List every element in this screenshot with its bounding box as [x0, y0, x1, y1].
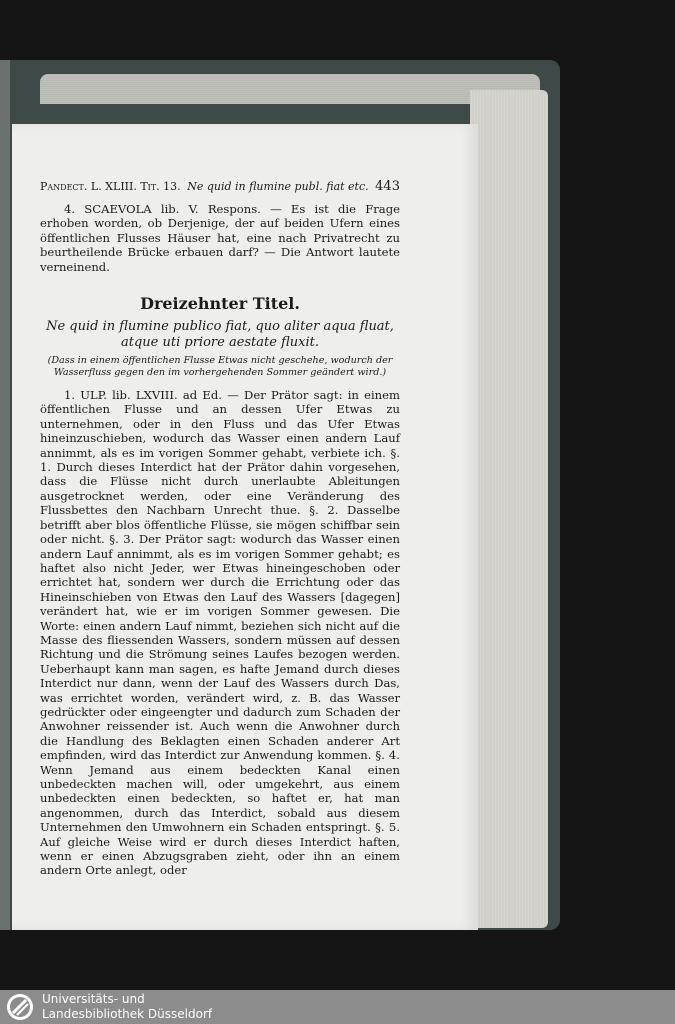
section-title: Dreizehnter Titel. — [140, 294, 300, 314]
running-header — [40, 180, 400, 194]
intro-paragraph: 4. SCAEVOLA lib. V. Respons. — Es ist die Frage erhoben worden, ob Derjenige, der auf beiden Ufern eines öffentlichen Flusses Häuser hat, eine nach Privatrecht zu beurtheilende Brücke erbauen darf? — Die Antwort lautete verneinend. — [40, 202, 400, 274]
main-paragraph: 1. ULP. lib. LXVIII. ad Ed. — Der Prätor sagt: in einem öffentlichen Flusse und an dessen Ufer Etwas zu unternehmen, oder in den Fluss und das Ufer Etwas hineinzuschieben, wodurch das Wasser einen andern Lauf annimmt, als es im vorigen Sommer gehabt, verbiete ich. §. 1. Durch dieses Interdict hat der Prätor dahin vorgesehen, dass die Flüsse nicht durch unerlaubte Ableitungen ausgetrocknet werden, oder eine Veränderung des Flussbettes den Nachbarn Unrecht thue. §. 2. Dasselbe betrifft aber blos öffentliche Flüsse, sie mögen schiffbar sein oder nicht. §. 3. Der Prätor sagt: wodurch das Wasser einen andern Lauf annimmt, als es im vorigen Sommer gehabt; es haftet also nicht Jeder, wer Etwas hineingeschoben oder errichtet hat, sondern wer durch die Errichtung oder das Hineinschieben von Etwas den Lauf des Wassers [dagegen] verändert hat, wie er im vorigen Sommer gewesen. Die Worte: einen andern Lauf nimmt, beziehen sich nicht auf die Masse des fliessenden Wassers, sondern müssen auf dessen Richtung und die Strömung seines Laufes bezogen werden. Ueberhaupt kann man sagen, es hafte Jemand durch dieses Interdict nur dann, wenn der Lauf des Wassers durch Das, was errichtet worden, verändert wird, z. B. das Wasser gedrückter oder eingeengter und dadurch zum Schaden der Anwohner reissender ist. Auch wenn die Anwohner durch die Handlung des Beklagten einen Schaden anderer Art empfinden, wird das Interdict zur Anwendung kommen. §. 4. Wenn Jemand aus einem bedeckten Kanal einen unbedeckten machen will, oder umgekehrt, aus einem unbedeckten einen bedeckten, so haftet er, hat man angenommen, durch das Interdict, sobald aus diesem Unternehmen den Umwohnern ein Schaden entspringt. §. 5. Auf gleiche Weise wird er durch dieses Interdict haften, wenn er einen Abzugsgraben zieht, oder ihn an einem andern Orte anlegt, oder — [40, 388, 400, 878]
header-title: Ne quid in flumine publ. fiat etc. — [187, 180, 369, 193]
page-stack-edges — [470, 90, 548, 928]
library-line-2: Landesbibliothek Düsseldorf — [42, 1007, 213, 1021]
page-number: 443 — [375, 179, 400, 194]
book-page — [12, 124, 478, 930]
section-note: (Dass in einem öffentlichen Flusse Etwas nicht geschehe, wodurch der Wasserfluss gegen den im vorhergehenden Sommer geändert wird.) — [47, 355, 393, 378]
page-content — [40, 180, 400, 878]
library-name — [42, 992, 212, 1022]
section-subtitle: Ne quid in flumine publico fiat, quo aliter aqua fluat, atque uti priore aestate fluxit. — [46, 319, 394, 351]
book-spine-edge — [0, 60, 10, 930]
page-top-edges — [40, 74, 540, 104]
library-footer — [0, 990, 675, 1024]
library-line-1: Universitäts- und — [42, 992, 145, 1006]
library-logo-icon — [6, 993, 34, 1021]
header-left: Pandect. L. XLIII. Tit. 13. — [40, 180, 181, 193]
